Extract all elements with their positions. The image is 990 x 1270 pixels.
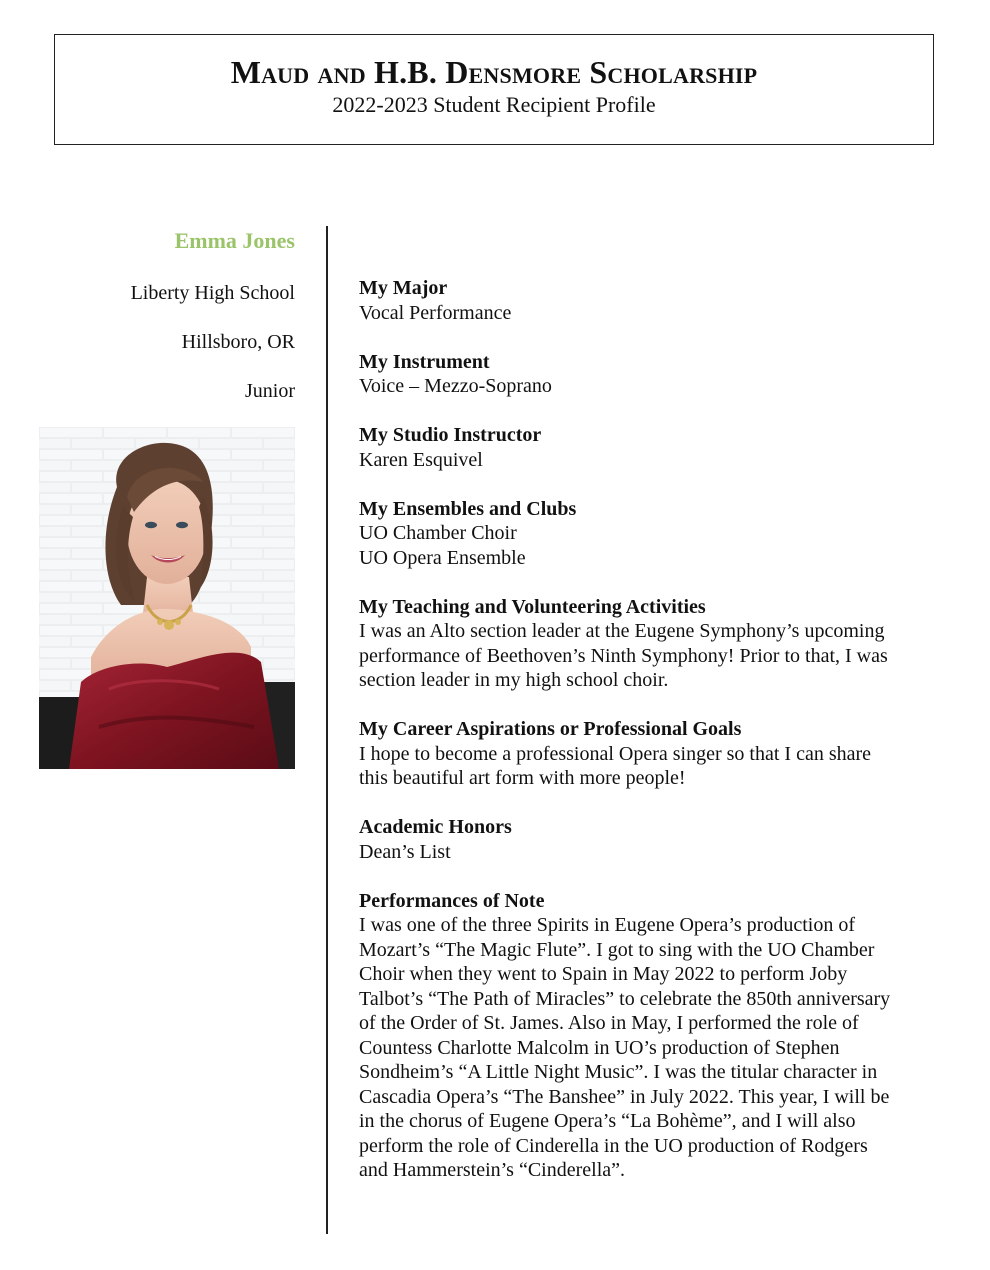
section-text: Sondheim’s “A Little Night Music”. I was the titular character in bbox=[359, 1061, 878, 1083]
section-instrument bbox=[359, 350, 944, 399]
section-heading: Academic Honors bbox=[359, 816, 512, 838]
section-heading: My Ensembles and Clubs bbox=[359, 497, 577, 520]
page-subtitle: 2022-2023 Student Recipient Profile bbox=[332, 92, 656, 117]
section-text: Vocal Performance bbox=[359, 301, 512, 324]
section-text: Cascadia Opera’s “The Banshee” in July 2022. This year, I will be bbox=[359, 1085, 890, 1108]
section-text: UO Chamber Choir bbox=[359, 522, 517, 544]
section-career bbox=[359, 717, 944, 791]
section-text: Karen Esquivel bbox=[359, 448, 483, 471]
section-text: I was an Alto section leader at the Eugene Symphony’s upcoming bbox=[359, 620, 885, 642]
student-name: Emma Jones bbox=[174, 228, 295, 253]
title-box bbox=[54, 34, 934, 145]
section-text: UO Opera Ensemble bbox=[359, 546, 526, 569]
section-heading: My Instrument bbox=[359, 350, 490, 373]
student-location: Hillsboro, OR bbox=[181, 331, 295, 353]
section-text: I was one of the three Spirits in Eugene Opera’s production of bbox=[359, 914, 855, 936]
section-text: Countess Charlotte Malcolm in UO’s production of Stephen bbox=[359, 1036, 840, 1059]
section-ensembles bbox=[359, 497, 944, 571]
section-text: I hope to become a professional Opera singer so that I can share bbox=[359, 742, 872, 765]
section-major bbox=[359, 276, 944, 325]
section-text: Dean’s List bbox=[359, 840, 451, 863]
column-divider bbox=[326, 226, 328, 1234]
section-heading: My Teaching and Volunteering Activities bbox=[359, 595, 706, 618]
section-text: of the Order of St. James. Also in May, I performed the role of bbox=[359, 1012, 859, 1034]
section-honors bbox=[359, 815, 944, 864]
section-text: this beautiful art form with more people! bbox=[359, 767, 686, 789]
section-teaching bbox=[359, 595, 944, 693]
section-text: section leader in my high school choir. bbox=[359, 669, 669, 691]
student-school: Liberty High School bbox=[130, 282, 295, 304]
section-heading: Performances of Note bbox=[359, 889, 545, 912]
profile-details bbox=[359, 276, 944, 1207]
page-title: Maud and H.B. Densmore Scholarship bbox=[230, 54, 758, 90]
section-heading: My Major bbox=[359, 277, 448, 299]
section-performances bbox=[359, 889, 944, 1183]
section-text: perform the role of Cinderella in the UO production of Rodgers bbox=[359, 1134, 868, 1157]
section-text: Choir when they went to Spain in May 2022 to perform Joby bbox=[359, 963, 848, 985]
section-heading: My Career Aspirations or Professional Goals bbox=[359, 718, 742, 740]
section-text: Voice – Mezzo-Soprano bbox=[359, 375, 552, 397]
section-text: and Hammerstein’s “Cinderella”. bbox=[359, 1159, 626, 1181]
section-text: performance of Beethoven’s Ninth Symphony! Prior to that, I was bbox=[359, 644, 888, 667]
section-heading: My Studio Instructor bbox=[359, 424, 542, 446]
section-text: Mozart’s “The Magic Flute”. I got to sing with the UO Chamber bbox=[359, 938, 875, 961]
student-year: Junior bbox=[245, 380, 295, 402]
student-portrait-photo bbox=[39, 427, 295, 769]
section-text: Talbot’s “The Path of Miracles” to celebrate the 850th anniversary bbox=[359, 987, 891, 1010]
section-instructor bbox=[359, 423, 944, 472]
section-text: in the chorus of Eugene Opera’s “La Bohème”, and I will also bbox=[359, 1110, 856, 1132]
